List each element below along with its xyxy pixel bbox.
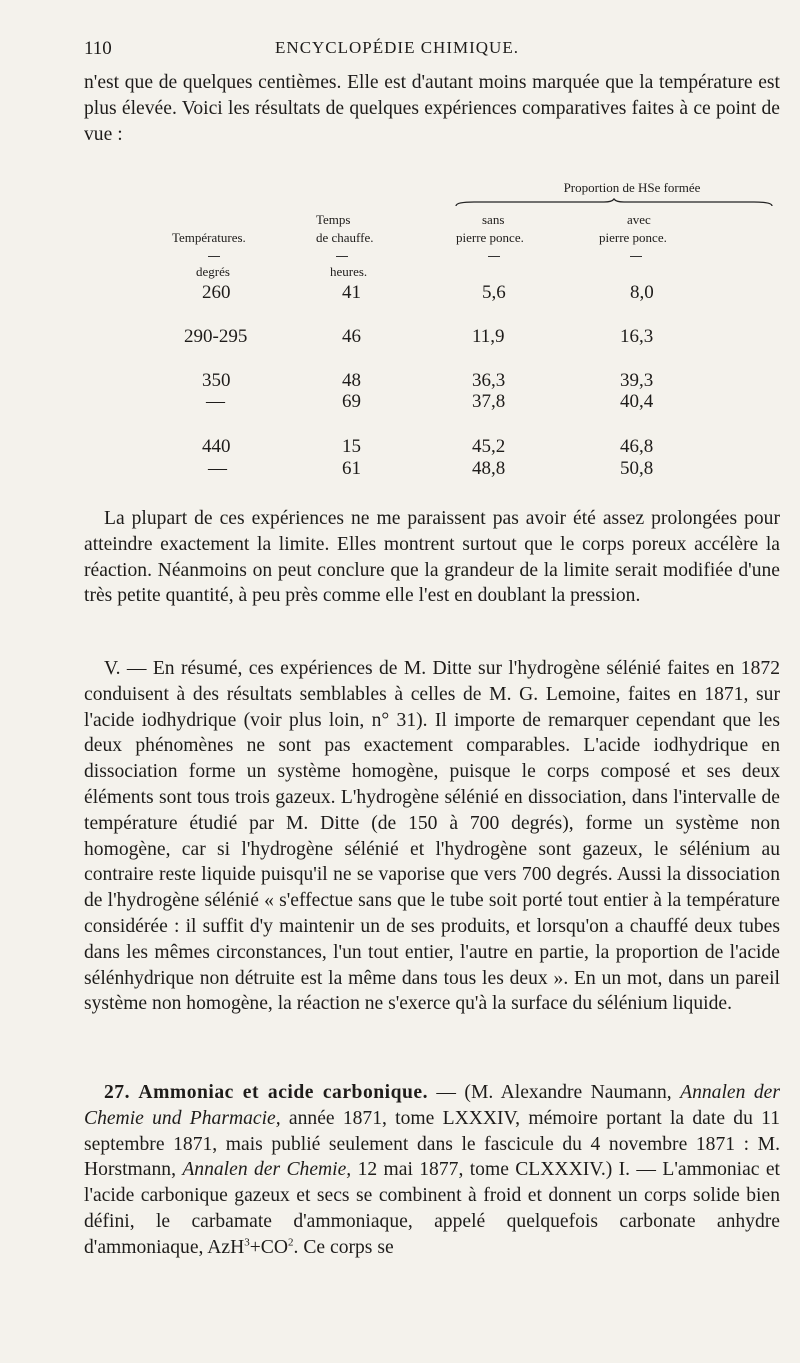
cell-sans: 5,6 — [482, 282, 506, 303]
table-group-header: Proportion de HSe formée — [563, 180, 701, 195]
section-text: année 1871, tome LXXXIV, mémoire portant la date du 11 septembre 1871, mais publié seulement dans le fascicule du 4 novembre 1871 : M. Horstmann, — [84, 1107, 780, 1181]
col-header-time-line2: de chauffe. — [316, 230, 374, 245]
conclusion-text: La plupart de ces expériences ne me paraissent pas avoir été assez prolongées pour atteindre exactement la limite. Elles montrent surtout que le corps poreux accélère la réaction. Néanmoins on peut conclure que la grandeur de la limite serait modifiée d'une très petite quantité, à peu près comme elle l'est en doublant la pression. — [84, 508, 780, 607]
superscript: 3 — [244, 1236, 250, 1249]
page-number: 110 — [84, 38, 112, 59]
running-head — [84, 38, 770, 68]
cell-time: 48 — [342, 370, 361, 391]
journal-title: Annalen der Chemie und Pharmacie, — [84, 1082, 780, 1129]
cell-time: 61 — [342, 458, 361, 479]
cell-sans: 11,9 — [472, 326, 505, 347]
section-text: . Ce corps se — [293, 1236, 394, 1258]
paragraph-conclusion — [84, 506, 780, 609]
col-header-time-line1: Temps — [316, 212, 351, 227]
cell-time: 15 — [342, 436, 361, 457]
cell-temp: 260 — [202, 282, 231, 303]
section-text: 12 mai 1877, tome CLXXXIV.) I. — L'ammoniac et l'acide carbonique gazeux et secs se combinent à froid et donnent un corps solide bien défini, le carbamate d'ammoniaque, appelé quelquefois carbonate anhydre d'ammoniaque, AzH — [84, 1159, 780, 1258]
col-header-temperatures: Températures. — [172, 230, 246, 245]
superscript: 2 — [288, 1236, 294, 1249]
col-header-sans-line1: sans — [482, 212, 505, 227]
unit-hours: heures. — [330, 264, 368, 279]
section-number: 27. — [104, 1082, 130, 1103]
cell-sans: 45,2 — [472, 436, 506, 457]
cell-avec: 46,8 — [620, 436, 654, 457]
cell-temp: 440 — [202, 436, 231, 457]
header-dash — [630, 256, 642, 257]
running-title: ENCYCLOPÉDIE CHIMIQUE. — [275, 38, 519, 57]
cell-temp: — — [206, 391, 225, 412]
cell-avec: 8,0 — [630, 282, 654, 303]
col-header-sans-line2: pierre ponce. — [456, 230, 524, 245]
header-dash — [208, 256, 220, 257]
brace-icon — [454, 198, 774, 208]
header-dash — [336, 256, 348, 257]
section-27 — [84, 1080, 780, 1261]
paragraph-summary-v — [84, 656, 780, 1017]
section-text: — (M. Alexandre Naumann, — [427, 1082, 681, 1103]
cell-avec: 50,8 — [620, 458, 654, 479]
cell-sans: 48,8 — [472, 458, 506, 479]
journal-title: Annalen der Chemie, — [182, 1159, 352, 1181]
results-table — [84, 168, 780, 488]
header-dash — [488, 256, 500, 257]
cell-avec: 16,3 — [620, 326, 654, 347]
cell-time: 46 — [342, 326, 361, 347]
cell-sans: 36,3 — [472, 370, 506, 391]
cell-temp: 350 — [202, 370, 231, 391]
cell-temp: 290-295 — [184, 326, 248, 347]
section-title: Ammoniac et acide carbonique. — [138, 1082, 428, 1103]
cell-temp: — — [208, 458, 227, 479]
summary-text: V. — En résumé, ces expériences de M. Ditte sur l'hydrogène sélénié faites en 1872 conduisent à des résultats semblables à celles de M. G. Lemoine, faites en 1871, sur l'acide iodhydrique (voir plus loin, n° 31). Il importe de remarquer cependant que les deux phénomènes ne sont pas exactement comparables. L'acide iodhydrique en dissociation forme un système homogène, puisque le corps composé et ses deux éléments sont tous trois gazeux. L'hydrogène sélénié en dissociation, dans l'intervalle de température étudié par M. Ditte (de 150 à 700 degrés), forme un système non homogène, car si l'hydrogène sélénié et l'hydrogène sont gazeux, le sélénium au contraire reste liquide puisqu'il ne se vaporise que vers 700 degrés. Aussi la dissociation de l'hydrogène sélénié « s'effectue sans que le tube soit porté tout entier à la température considérée : il suffit d'y maintenir un de ses produits, et lorsqu'on a chauffé deux tubes dans les mêmes circonstances, l'un tout entier, l'autre en partie, la proportion de l'acide sélénhydrique non détruite est la même dans tous les deux ». En un mot, dans un pareil système non homogène, la réaction ne s'exerce qu'à la surface du sélénium liquide. — [84, 658, 780, 1015]
section-text: +CO — [249, 1236, 289, 1258]
intro-paragraph — [84, 70, 780, 147]
unit-degrees: degrés — [196, 264, 230, 279]
intro-text: n'est que de quelques centièmes. Elle est d'autant moins marquée que la température est plus élevée. Voici les résultats de quelques expériences comparatives faites à ce point de vue : — [84, 72, 780, 145]
cell-time: 69 — [342, 391, 361, 412]
col-header-avec-line1: avec — [627, 212, 651, 227]
cell-avec: 40,4 — [620, 391, 654, 412]
cell-avec: 39,3 — [620, 370, 654, 391]
cell-sans: 37,8 — [472, 391, 506, 412]
cell-time: 41 — [342, 282, 361, 303]
col-header-avec-line2: pierre ponce. — [599, 230, 667, 245]
